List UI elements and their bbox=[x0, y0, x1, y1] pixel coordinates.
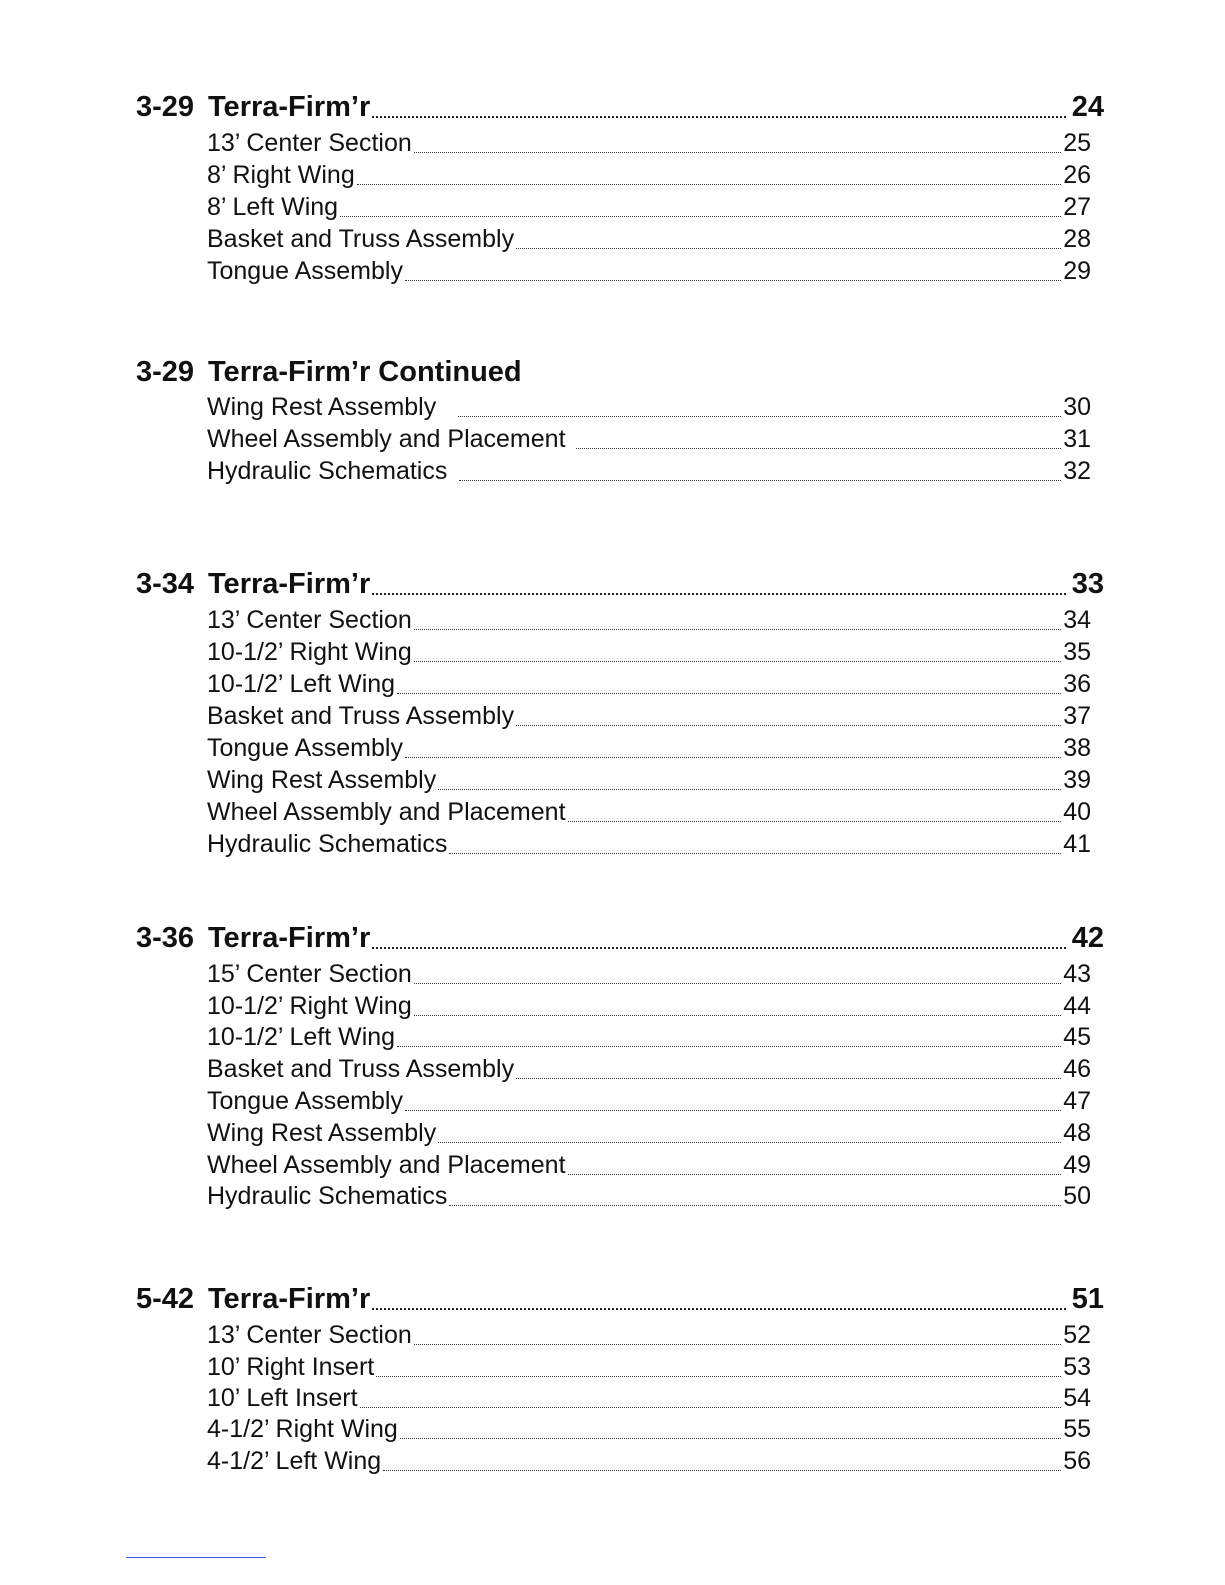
entry-label: Wing Rest Assembly bbox=[207, 766, 437, 794]
entry-page-number: 38 bbox=[1063, 734, 1091, 762]
dot-leader bbox=[383, 1470, 1061, 1471]
toc-entry[interactable] bbox=[207, 959, 1091, 989]
entry-page-number: 55 bbox=[1063, 1415, 1091, 1443]
dot-leader bbox=[516, 725, 1061, 726]
toc-entry[interactable] bbox=[207, 829, 1091, 859]
dot-leader bbox=[376, 1376, 1061, 1377]
dot-leader bbox=[405, 757, 1061, 758]
dot-leader bbox=[414, 661, 1061, 662]
toc-entry[interactable] bbox=[207, 224, 1091, 254]
entry-page-number: 39 bbox=[1063, 766, 1091, 794]
toc-entry[interactable] bbox=[207, 160, 1091, 190]
dot-leader bbox=[372, 947, 1066, 949]
toc-entry[interactable] bbox=[207, 1181, 1091, 1211]
dot-leader bbox=[568, 821, 1062, 822]
entry-label: Basket and Truss Assembly bbox=[207, 225, 515, 253]
section-page-number: 51 bbox=[1071, 1283, 1104, 1315]
dot-leader bbox=[458, 416, 1061, 417]
toc-entry[interactable] bbox=[207, 733, 1091, 763]
dot-leader bbox=[414, 1015, 1061, 1016]
entry-label: 8’ Left Wing bbox=[207, 193, 339, 221]
dot-leader bbox=[397, 1046, 1061, 1047]
entry-label: 10-1/2’ Left Wing bbox=[207, 670, 396, 698]
entry-label: 13’ Center Section bbox=[207, 1321, 412, 1349]
entry-label: Hydraulic Schematics bbox=[207, 1182, 448, 1210]
entry-page-number: 30 bbox=[1063, 393, 1091, 421]
entry-label: Wheel Assembly and Placement bbox=[207, 1151, 566, 1179]
entry-page-number: 53 bbox=[1063, 1353, 1091, 1381]
entry-label: Wheel Assembly and Placement bbox=[207, 798, 566, 826]
section-number: 3-29 bbox=[136, 356, 195, 388]
dot-leader bbox=[438, 789, 1061, 790]
dot-leader bbox=[357, 184, 1061, 185]
section-title: Terra-Firm’r bbox=[208, 568, 371, 600]
dot-leader bbox=[414, 152, 1061, 153]
dot-leader bbox=[576, 448, 1062, 449]
dot-leader bbox=[397, 693, 1061, 694]
entry-label: Tongue Assembly bbox=[207, 257, 403, 285]
entry-label: 13’ Center Section bbox=[207, 606, 412, 634]
toc-entry[interactable] bbox=[207, 797, 1091, 827]
toc-entry[interactable] bbox=[207, 456, 1091, 486]
footnote-rule bbox=[126, 1557, 266, 1558]
entry-label: Basket and Truss Assembly bbox=[207, 1055, 515, 1083]
toc-entry[interactable] bbox=[207, 1118, 1091, 1148]
entry-page-number: 45 bbox=[1063, 1023, 1091, 1051]
toc-entry[interactable] bbox=[207, 1150, 1091, 1180]
dot-leader bbox=[414, 1344, 1061, 1345]
toc-entry[interactable] bbox=[207, 256, 1091, 286]
toc-entry[interactable] bbox=[207, 1352, 1091, 1382]
entry-label: Wheel Assembly and Placement bbox=[207, 425, 566, 453]
dot-leader bbox=[372, 593, 1066, 595]
entry-page-number: 40 bbox=[1063, 798, 1091, 826]
entry-label: 10’ Left Insert bbox=[207, 1384, 358, 1412]
entry-label: 4-1/2’ Right Wing bbox=[207, 1415, 398, 1443]
section-number: 3-29 bbox=[136, 91, 195, 123]
dot-leader bbox=[405, 1110, 1061, 1111]
entry-page-number: 31 bbox=[1063, 425, 1091, 453]
entry-page-number: 48 bbox=[1063, 1119, 1091, 1147]
toc-entry[interactable] bbox=[207, 392, 1091, 422]
entry-label: 15’ Center Section bbox=[207, 960, 412, 988]
dot-leader bbox=[360, 1407, 1062, 1408]
section-number: 3-34 bbox=[136, 568, 195, 600]
entry-label: Wing Rest Assembly bbox=[207, 393, 437, 421]
dot-leader bbox=[449, 1205, 1061, 1206]
entry-label: Tongue Assembly bbox=[207, 1087, 403, 1115]
dot-leader bbox=[405, 280, 1061, 281]
dot-leader bbox=[400, 1438, 1061, 1439]
toc-entry[interactable] bbox=[207, 1086, 1091, 1116]
toc-entry[interactable] bbox=[207, 637, 1091, 667]
entry-page-number: 47 bbox=[1063, 1087, 1091, 1115]
entry-page-number: 25 bbox=[1063, 129, 1091, 157]
entry-page-number: 41 bbox=[1063, 830, 1091, 858]
toc-entry[interactable] bbox=[207, 1022, 1091, 1052]
entry-page-number: 54 bbox=[1063, 1384, 1091, 1412]
entry-page-number: 37 bbox=[1063, 702, 1091, 730]
entry-page-number: 56 bbox=[1063, 1447, 1091, 1475]
entry-label: 13’ Center Section bbox=[207, 129, 412, 157]
section-number: 5-42 bbox=[136, 1283, 195, 1315]
dot-leader bbox=[414, 983, 1061, 984]
toc-entry[interactable] bbox=[207, 669, 1091, 699]
dot-leader bbox=[516, 248, 1061, 249]
dot-leader bbox=[459, 480, 1061, 481]
section-page-number: 33 bbox=[1071, 568, 1104, 600]
entry-page-number: 49 bbox=[1063, 1151, 1091, 1179]
dot-leader bbox=[340, 216, 1061, 217]
entry-label: Wing Rest Assembly bbox=[207, 1119, 437, 1147]
entry-page-number: 50 bbox=[1063, 1182, 1091, 1210]
toc-entry[interactable] bbox=[207, 1446, 1091, 1476]
section-title: Terra-Firm’r bbox=[208, 91, 371, 123]
section-heading-row[interactable] bbox=[136, 921, 1104, 955]
section-heading-row[interactable] bbox=[136, 90, 1104, 124]
section-heading-row[interactable] bbox=[136, 567, 1104, 601]
toc-entry[interactable] bbox=[207, 192, 1091, 222]
entry-label: Hydraulic Schematics bbox=[207, 830, 448, 858]
section-page-number: 42 bbox=[1071, 922, 1104, 954]
section-number: 3-36 bbox=[136, 922, 195, 954]
entry-page-number: 36 bbox=[1063, 670, 1091, 698]
toc-entry[interactable] bbox=[207, 1054, 1091, 1084]
toc-entry[interactable] bbox=[207, 128, 1091, 158]
dot-leader bbox=[372, 116, 1066, 118]
entry-page-number: 29 bbox=[1063, 257, 1091, 285]
section-page-number: 24 bbox=[1071, 91, 1104, 123]
entry-label: Hydraulic Schematics bbox=[207, 457, 448, 485]
entry-page-number: 43 bbox=[1063, 960, 1091, 988]
section-title: Terra-Firm’r Continued bbox=[208, 356, 522, 388]
dot-leader bbox=[414, 629, 1061, 630]
entry-label: 10-1/2’ Right Wing bbox=[207, 638, 412, 666]
entry-label: 4-1/2’ Left Wing bbox=[207, 1447, 382, 1475]
dot-leader bbox=[568, 1174, 1062, 1175]
toc-entry[interactable] bbox=[207, 424, 1091, 454]
entry-page-number: 44 bbox=[1063, 992, 1091, 1020]
toc-entry[interactable] bbox=[207, 991, 1091, 1021]
entry-label: 10-1/2’ Right Wing bbox=[207, 992, 412, 1020]
entry-page-number: 27 bbox=[1063, 193, 1091, 221]
dot-leader bbox=[449, 853, 1061, 854]
entry-page-number: 35 bbox=[1063, 638, 1091, 666]
entry-page-number: 32 bbox=[1063, 457, 1091, 485]
entry-label: Basket and Truss Assembly bbox=[207, 702, 515, 730]
section-title: Terra-Firm’r bbox=[208, 922, 371, 954]
toc-entry[interactable] bbox=[207, 1320, 1091, 1350]
entry-label: 10’ Right Insert bbox=[207, 1353, 375, 1381]
entry-page-number: 34 bbox=[1063, 606, 1091, 634]
toc-entry[interactable] bbox=[207, 701, 1091, 731]
dot-leader bbox=[438, 1142, 1061, 1143]
dot-leader bbox=[516, 1078, 1061, 1079]
toc-entry[interactable] bbox=[207, 1383, 1091, 1413]
entry-page-number: 46 bbox=[1063, 1055, 1091, 1083]
toc-entry[interactable] bbox=[207, 1414, 1091, 1444]
entry-label: 10-1/2’ Left Wing bbox=[207, 1023, 396, 1051]
entry-page-number: 28 bbox=[1063, 225, 1091, 253]
entry-page-number: 26 bbox=[1063, 161, 1091, 189]
entry-label: 8’ Right Wing bbox=[207, 161, 355, 189]
dot-leader bbox=[372, 1308, 1066, 1310]
section-heading-row[interactable] bbox=[136, 1282, 1104, 1316]
section-title: Terra-Firm’r bbox=[208, 1283, 371, 1315]
toc-entry[interactable] bbox=[207, 765, 1091, 795]
entry-page-number: 52 bbox=[1063, 1321, 1091, 1349]
section-heading-row[interactable] bbox=[136, 355, 1104, 389]
entry-label: Tongue Assembly bbox=[207, 734, 403, 762]
toc-entry[interactable] bbox=[207, 605, 1091, 635]
